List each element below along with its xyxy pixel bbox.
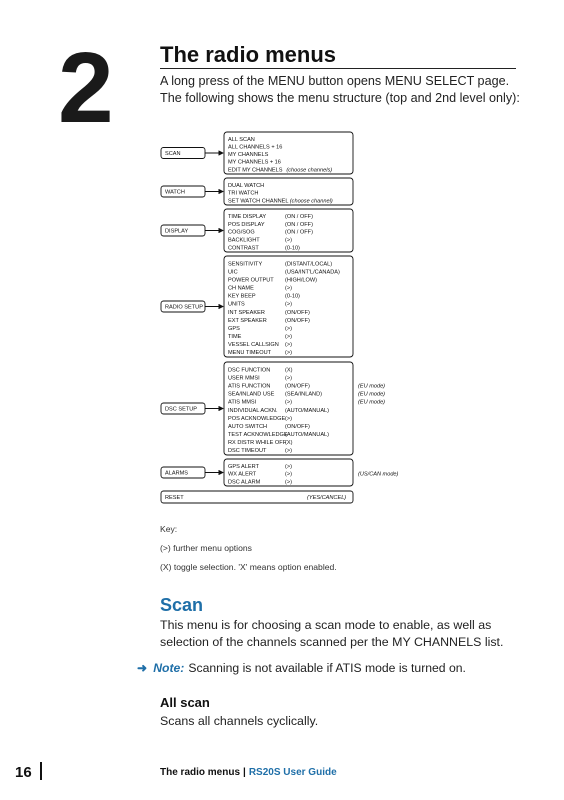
chapter-title: The radio menus [160,42,337,67]
submenu-item-name: INT SPEAKER [228,309,265,316]
submenu-item-value: (HIGH/LOW) [285,277,318,284]
submenu-item-value: (0-10) [285,293,300,300]
submenu-item-name: TRI WATCH [228,190,259,197]
submenu-item-value: (>) [285,463,292,470]
submenu-item-name: SET WATCH CHANNEL [228,198,289,205]
submenu-item-value: (0-10) [285,245,300,252]
menu-category-dsc-setup: DSC SETUP [165,406,198,413]
submenu-item-value: (>) [285,375,292,382]
submenu-item-name: BACKLIGHT [228,237,260,244]
key-line-toggle: (X) toggle selection. 'X' means option enabled. [160,562,337,572]
submenu-item-value: (>) [285,301,292,308]
submenu-item-value: (USA/INT'L/CANADA) [285,269,340,276]
submenu-item-mode: (EU mode) [358,399,386,406]
submenu-item-name: CONTRAST [228,245,259,252]
page-number: 16 [15,764,32,781]
menu-category-display: DISPLAY [165,228,189,235]
chapter-number: 2 [58,32,114,144]
key-title: Key: [160,524,178,534]
submenu-item-name: MY CHANNELS [228,152,269,159]
submenu-item-name: TIME DISPLAY [228,214,267,221]
submenu-item-name: DUAL WATCH [228,182,265,189]
all-scan-paragraph: Scans all channels cyclically. [160,714,319,728]
submenu-item-name: GPS ALERT [228,463,259,470]
submenu-item-name: DSC TIMEOUT [228,448,267,455]
submenu-item-value: (ON / OFF) [285,221,313,228]
scan-paragraph: This menu is for choosing a scan mode to enable, as well as selection of the channels scanned per the MY CHANNELS list. [160,618,504,649]
submenu-item-name: SEA/INLAND USE [228,391,275,398]
submenu-item-name: TEST ACKNOWLEDGE [228,432,288,439]
submenu-item-name: SENSITIVITY [228,261,263,268]
submenu-item-name: AUTO SWITCH [228,423,268,430]
submenu-item-value: (ON/OFF) [285,309,310,316]
submenu-item-name: RX DISTR WHILE OFF [228,440,287,447]
submenu-item-value: (ON/OFF) [285,317,310,324]
submenu-item-value: (ON/OFF) [285,423,310,430]
submenu-item-mode: (EU mode) [358,391,386,398]
submenu-item-value: (ON / OFF) [285,214,313,221]
submenu-item-value: (choose channels) [286,167,333,174]
menu-category-radio-setup: RADIO SETUP [165,304,203,311]
note-text: Scanning is not available if ATIS mode is turned on. [188,661,466,675]
submenu-item-name: WX ALERT [228,471,257,478]
reset-value: (YES/CANCEL) [307,495,347,501]
submenu-item-value: (>) [285,237,292,244]
submenu-item-name: TIME [228,334,242,341]
submenu-item-value: (>) [285,415,292,422]
intro-paragraph: A long press of the MENU button opens MENU SELECT page. The following shows the menu structure (top and 2nd level only): [160,74,520,105]
key-line-further: (>) further menu options [160,543,252,553]
submenu-item-name: ALL CHANNELS + 16 [228,144,283,151]
menu-category-alarms: ALARMS [165,470,189,477]
submenu-item-value: (>) [285,399,292,406]
note-label: Note: [153,661,185,675]
submenu-item-name: INDIVIDUAL ACKN. [228,407,278,414]
page-number-bar [40,762,42,780]
submenu-item-value: (AUTO/MANUAL) [285,407,330,414]
footer-section: The radio menus [160,767,241,778]
submenu-item-name: UIC [228,269,238,276]
menu-category-watch: WATCH [165,189,185,196]
submenu-item-value: (>) [285,471,292,478]
submenu-item-name: COG/SOG [228,229,255,236]
footer [160,767,337,778]
submenu-item-mode: (US/CAN mode) [358,471,399,478]
submenu-item-value: (>) [285,448,292,455]
submenu-item-value: (X) [285,367,293,374]
submenu-item-name: MY CHANNELS + 16 [228,159,281,166]
submenu-item-value: (choose channel) [289,198,333,205]
submenu-item-name: ALL SCAN [228,136,255,143]
scan-note [137,661,466,675]
submenu-item-value: (>) [285,342,292,349]
submenu-item-value: (>) [285,285,292,292]
submenu-item-value: (>) [285,479,292,486]
arrow-right-icon: ➜ [137,661,148,675]
submenu-item-name: EDIT MY CHANNELS [228,167,283,174]
submenu-item-value: (>) [285,334,292,341]
submenu-item-name: ATIS FUNCTION [228,383,271,390]
submenu-item-value: (>) [285,325,292,332]
menu-category-scan: SCAN [165,151,181,157]
submenu-item-name: DSC ALARM [228,479,261,486]
submenu-item-value: (ON / OFF) [285,229,313,236]
submenu-item-name: USER MMSI [228,375,260,382]
submenu-item-value: (AUTO/MANUAL) [285,432,330,439]
submenu-item-name: POS ACKNOWLEDGE [228,415,286,422]
footer-guide: RS20S User Guide [248,767,337,778]
submenu-item-name: POS DISPLAY [228,221,265,228]
submenu-item-value: (X) [285,440,293,447]
submenu-item-name: CH NAME [228,285,254,292]
footer-separator: | [243,767,246,778]
submenu-item-name: GPS [228,325,240,332]
submenu-item-name: UNITS [228,301,245,308]
submenu-item-value: (SEA/INLAND) [285,391,322,398]
submenu-item-name: DSC FUNCTION [228,367,271,374]
submenu-item-value: (ON/OFF) [285,383,310,390]
submenu-item-name: EXT SPEAKER [228,317,267,324]
submenu-item-name: POWER OUTPUT [228,277,274,284]
submenu-item-name: MENU TIMEOUT [228,350,272,357]
all-scan-heading: All scan [160,695,210,710]
submenu-item-name: ATIS MMSI [228,399,257,406]
submenu-item-value: (DISTANT/LOCAL) [285,261,333,268]
submenu-item-value: (>) [285,350,292,357]
scan-heading: Scan [160,595,204,615]
menu-category-reset: RESET [165,495,184,501]
submenu-item-name: KEY BEEP [228,293,256,300]
submenu-item-mode: (EU mode) [358,383,386,390]
submenu-item-name: VESSEL CALLSIGN [228,342,279,349]
